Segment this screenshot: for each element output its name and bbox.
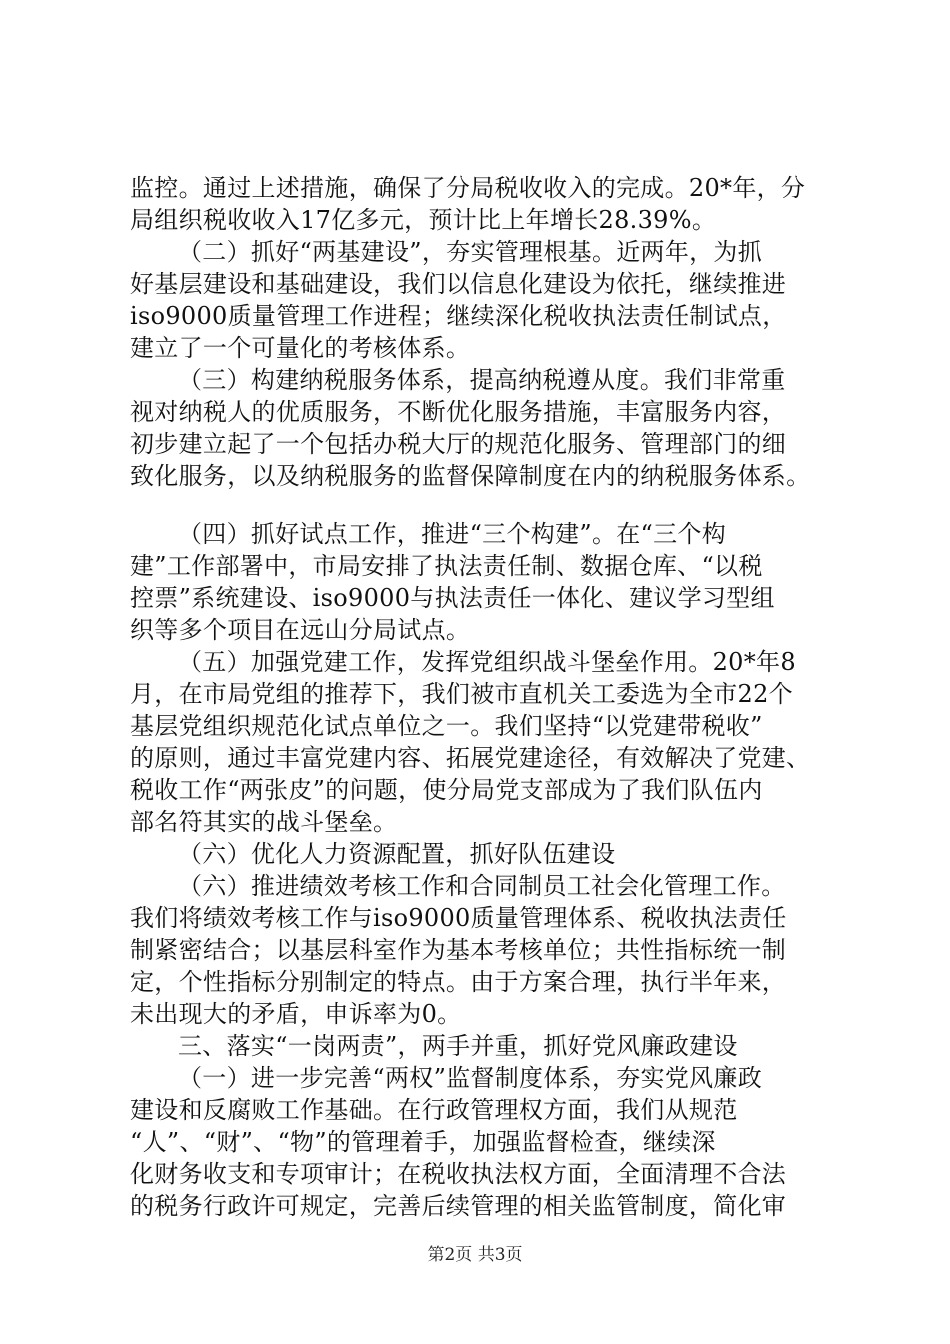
text-line: iso9000质量管理工作进程；继续深化税收执法责任制试点， [130, 302, 787, 330]
text-line: 局组织税收收入17亿多元，预计比上年增长28.39%。 [130, 206, 717, 234]
text-line: 好基层建设和基础建设，我们以信息化建设为依托，继续推进 [130, 270, 787, 298]
text-line: 税收工作“两张皮”的问题，使分局党支部成为了我们队伍内 [130, 776, 763, 804]
text-line: 建”工作部署中，市局安排了执法责任制、数据仓库、“以税 [130, 552, 763, 580]
text-line: 初步建立起了一个包括办税大厅的规范化服务、管理部门的细 [130, 430, 787, 458]
text-line: （二）抓好“两基建设”，夯实管理根基。近两年，为抓 [178, 238, 763, 266]
text-line: 基层党组织规范化试点单位之一。我们坚持“以党建带税收” [130, 712, 763, 740]
text-line: 定，个性指标分别制定的特点。由于方案合理，执行半年来， [130, 968, 787, 996]
text-line: 的原则，通过丰富党建内容、拓展党建途径，有效解决了党建、 [130, 744, 811, 772]
page-number-label: 第2页 共3页 [427, 1245, 523, 1265]
text-line: 我们将绩效考核工作与iso9000质量管理体系、税收执法责任 [130, 904, 787, 932]
paragraph-gap [130, 492, 835, 518]
text-line: 织等多个项目在远山分局试点。 [130, 616, 471, 644]
text-line: 建立了一个可量化的考核体系。 [130, 334, 471, 362]
text-line: 月，在市局党组的推荐下，我们被市直机关工委选为全市22个 [130, 680, 793, 708]
text-line: 部名符其实的战斗堡垒。 [130, 808, 398, 836]
text-line: （一）进一步完善“两权”监督制度体系，夯实党风廉政 [178, 1064, 763, 1092]
page-footer [0, 1244, 950, 1266]
text-line: 制紧密结合；以基层科室作为基本考核单位；共性指标统一制 [130, 936, 787, 964]
text-line: 的税务行政许可规定，完善后续管理的相关监管制度，简化审 [130, 1192, 787, 1220]
text-line: “人”、“财”、“物”的管理着手，加强监督检查，继续深 [130, 1128, 716, 1156]
text-line: （六）推进绩效考核工作和合同制员工社会化管理工作。 [178, 872, 786, 900]
text-line: 化财务收支和专项审计；在税收执法权方面，全面清理不合法 [130, 1160, 787, 1188]
text-line: （三）构建纳税服务体系，提高纳税遵从度。我们非常重 [178, 366, 786, 394]
text-line: （四）抓好试点工作，推进“三个构建”。在“三个构 [178, 520, 727, 548]
text-line: 控票”系统建设、iso9000与执法责任一体化、建议学习型组 [130, 584, 775, 612]
text-line: （六）优化人力资源配置，抓好队伍建设 [178, 840, 616, 868]
text-line: 未出现大的矛盾，申诉率为0。 [130, 1000, 462, 1028]
text-line: （五）加强党建工作，发挥党组织战斗堡垒作用。20*年8 [178, 648, 796, 676]
text-line: 监控。通过上述措施，确保了分局税收收入的完成。20*年，分 [130, 174, 806, 202]
document-body [130, 172, 835, 1222]
text-line: 三、落实“一岗两责”，两手并重，抓好党风廉政建设 [178, 1032, 738, 1060]
text-line: 致化服务，以及纳税服务的监督保障制度在内的纳税服务体系。 [130, 462, 811, 490]
text-line: 建设和反腐败工作基础。在行政管理权方面，我们从规范 [130, 1096, 738, 1124]
text-line: 视对纳税人的优质服务，不断优化服务措施，丰富服务内容， [130, 398, 787, 426]
